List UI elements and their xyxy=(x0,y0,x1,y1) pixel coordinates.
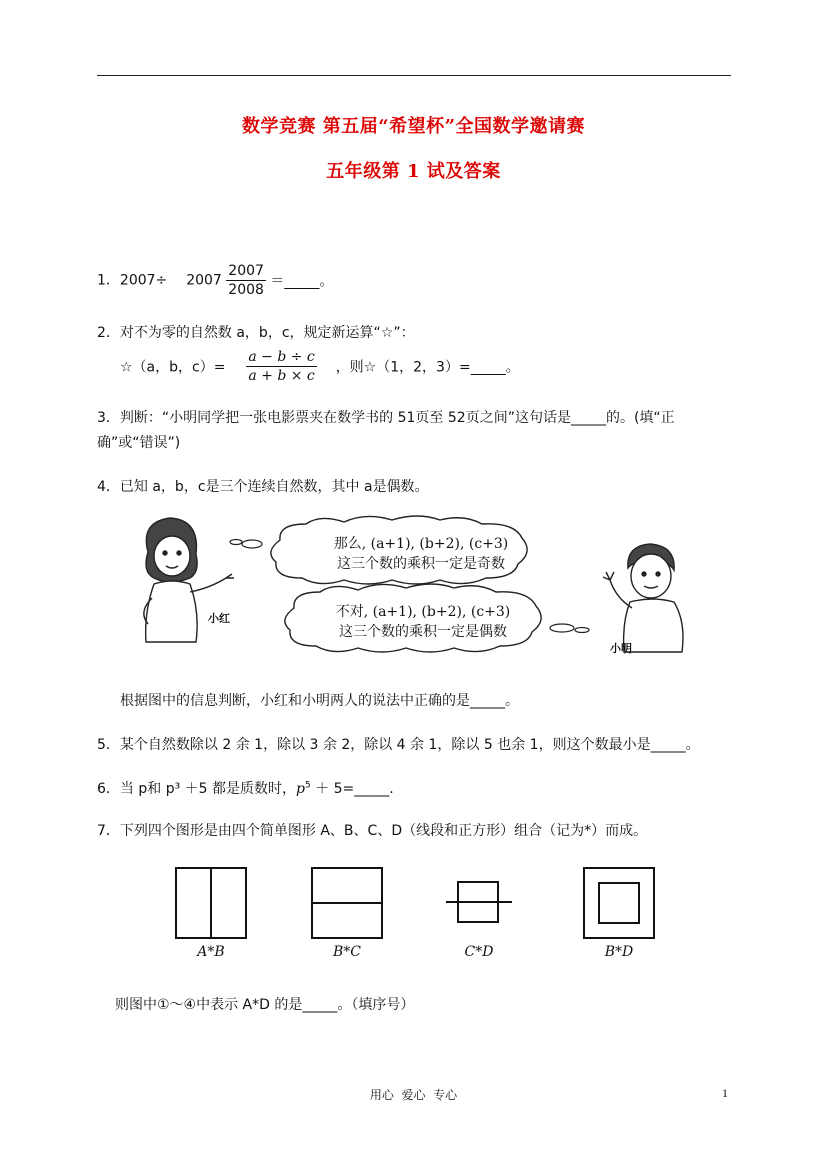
q1-denominator: 2008 xyxy=(228,282,264,298)
girl-name-label: 小红 xyxy=(208,612,230,625)
question-6 xyxy=(97,778,394,798)
q1-whole: 2007 xyxy=(186,272,222,289)
q2-numerator: a − b ÷ c xyxy=(248,349,315,365)
header-rule xyxy=(97,75,731,76)
q2-lhs: ☆（a，b，c）= xyxy=(120,359,226,376)
page-title: 数学竞赛 第五届“希望杯”全国数学邀请赛 xyxy=(242,116,585,137)
question-2-formula xyxy=(120,348,520,385)
page-number: 1 xyxy=(722,1086,728,1100)
question-3-line1: 3．判断：“小明同学把一张电影票夹在数学书的 51页至 52页之间”这句话是_____的。(填“正 xyxy=(97,410,675,426)
boy-name-label: 小明 xyxy=(610,642,632,655)
q4-illustration xyxy=(130,512,698,662)
page-subtitle: 五年级第 1 试及答案 xyxy=(326,161,501,182)
q2-rhs: ，则☆（1，2，3）=_____。 xyxy=(335,359,520,376)
bubble-1-line2: 这三个数的乘积一定是奇数 xyxy=(337,556,505,572)
figure-b-d-inner-square xyxy=(599,883,639,923)
q6-expr-exp: 5 xyxy=(304,780,311,791)
q2-denominator: a + b × c xyxy=(248,368,315,384)
question-7-prompt: 则图中①～④中表示 A*D 的是_____。（填序号） xyxy=(115,997,415,1013)
q2-fraction xyxy=(246,348,316,385)
figure-label-2: B*C xyxy=(333,944,361,960)
q1-numerator: 2007 xyxy=(228,263,264,279)
bubble-1-text xyxy=(306,534,536,574)
footer-motto: 用心 爱心 专心 xyxy=(369,1088,458,1102)
bubble-2-line1: 不对, (a+1), (b+2), (c+3) xyxy=(335,604,511,620)
bubble-2-line2: 这三个数的乘积一定是偶数 xyxy=(339,624,507,640)
bubble-1-line1: 那么, (a+1), (b+2), (c+3) xyxy=(333,536,509,552)
question-1 xyxy=(97,262,333,299)
q1-prefix: 1．2007÷ xyxy=(97,272,168,289)
question-2: 2．对不为零的自然数 a，b，c，规定新运算“☆”： xyxy=(97,325,415,341)
figure-b-d-outer-square xyxy=(584,868,654,938)
q1-fraction xyxy=(226,262,266,299)
q1-suffix: ＝_____。 xyxy=(270,273,334,290)
question-4: 4．已知 a，b，c是三个连续自然数，其中 a是偶数。 xyxy=(97,479,429,495)
question-3-line2: 确”或“错误”) xyxy=(97,435,181,451)
q6-suffix: ＋ 5=_____. xyxy=(310,781,394,797)
figure-label-1: A*B xyxy=(197,944,225,960)
question-7: 7．下列四个图形是由四个简单图形 A、B、C、D（线段和正方形）组合（记为*）而成。 xyxy=(97,823,648,839)
q6-expr-base: p xyxy=(296,781,305,797)
figure-label-4: B*D xyxy=(604,944,634,960)
boy-figure xyxy=(603,544,683,652)
question-5: 5．某个自然数除以 2 余 1，除以 3 余 2，除以 4 余 1，除以 5 也余 1，则这个数最小是_____。 xyxy=(97,737,700,753)
q6-prefix: 6．当 p和 p³ ＋5 都是质数时， xyxy=(97,781,297,797)
figure-label-3: C*D xyxy=(464,944,494,960)
q7-figures xyxy=(160,860,680,970)
question-4-prompt: 根据图中的信息判断，小红和小明两人的说法中正确的是_____。 xyxy=(120,693,519,709)
bubble-2-text xyxy=(308,602,538,642)
